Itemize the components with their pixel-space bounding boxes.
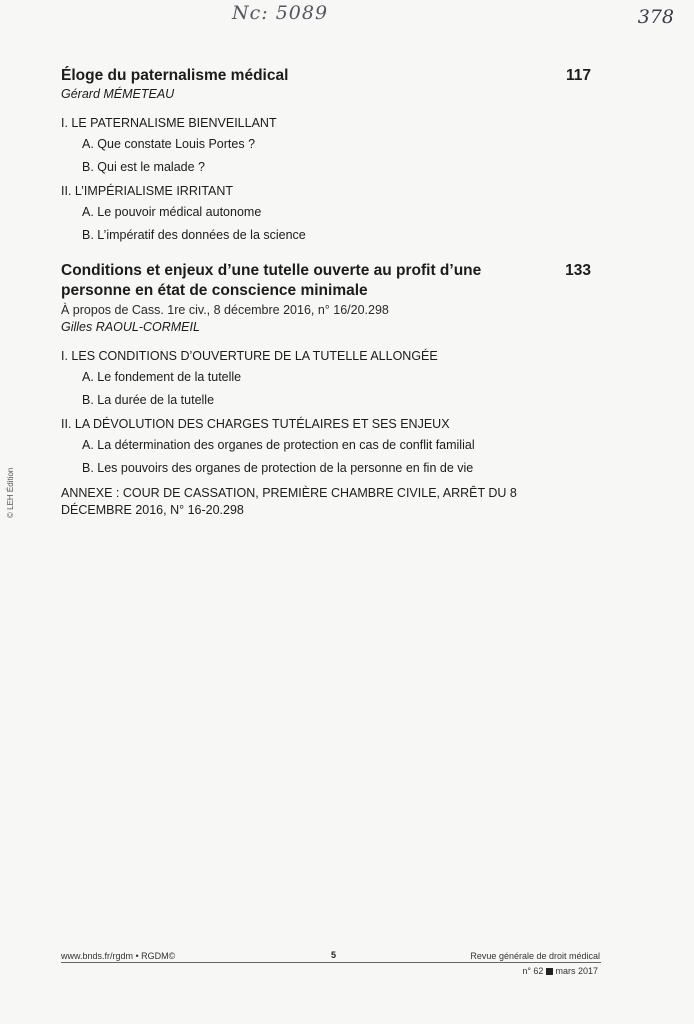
table-of-contents xyxy=(61,66,591,519)
subsection-item: A. Que constate Louis Portes ? xyxy=(82,137,256,151)
subsection-item: A. Le pouvoir médical autonome xyxy=(82,205,262,219)
article-title-row xyxy=(61,261,591,301)
article-author: Gilles RAOUL-CORMEIL xyxy=(61,320,200,334)
subsection-item: B. Les pouvoirs des organes de protection de la personne en fin de vie xyxy=(82,461,474,475)
outline-section xyxy=(61,183,591,244)
section-heading: II. LA DÉVOLUTION DES CHARGES TUTÉLAIRES ET SES ENJEUX xyxy=(61,417,450,431)
footer-issue-info xyxy=(522,966,598,976)
subsection-item: B. L’impératif des données de la science xyxy=(82,228,306,242)
article-author: Gérard MÉMETEAU xyxy=(61,87,175,101)
footer-journal-name: Revue générale de droit médical xyxy=(470,951,600,961)
subsection-item: A. Le fondement de la tutelle xyxy=(82,370,242,384)
article-outline xyxy=(61,115,591,244)
article-title[interactable]: Conditions et enjeux d’une tutelle ouverte au profit d’une personne en état de conscience minimale xyxy=(61,262,482,299)
footer-divider xyxy=(61,962,601,963)
handwritten-page-mark: 378 xyxy=(637,6,674,28)
subsection-item: B. Qui est le malade ? xyxy=(82,160,205,174)
subsection-list xyxy=(61,369,591,409)
footer-issue-number: n° 62 xyxy=(522,966,544,976)
article-outline xyxy=(61,348,591,519)
article-title-row xyxy=(61,66,591,86)
section-heading: I. LES CONDITIONS D’OUVERTURE DE LA TUTELLE ALLONGÉE xyxy=(61,349,438,363)
subsection-list xyxy=(61,437,591,477)
outline-section xyxy=(61,348,591,409)
handwritten-reference: Nc: 5089 xyxy=(232,2,329,24)
outline-section xyxy=(61,416,591,477)
article-entry xyxy=(61,66,591,244)
outline-section xyxy=(61,115,591,176)
subsection-list xyxy=(61,136,591,176)
copyright-side-label: © LEH Édition xyxy=(6,467,15,518)
article-entry xyxy=(61,261,591,519)
article-page-number: 117 xyxy=(565,67,591,84)
subsection-item: A. La détermination des organes de protection en cas de conflit familial xyxy=(82,438,475,452)
square-bullet-icon xyxy=(546,968,553,975)
section-heading: I. LE PATERNALISME BIENVEILLANT xyxy=(61,116,277,130)
article-subtitle: À propos de Cass. 1re civ., 8 décembre 2016, n° 16/20.298 xyxy=(61,303,389,317)
section-heading: II. L’IMPÉRIALISME IRRITANT xyxy=(61,184,234,198)
annex-heading: ANNEXE : COUR DE CASSATION, PREMIÈRE CHAMBRE CIVILE, ARRÊT DU 8 DÉCEMBRE 2016, N° 16-20.298 xyxy=(61,486,517,517)
footer-issue-date: mars 2017 xyxy=(555,966,598,976)
footer-page-number: 5 xyxy=(331,950,337,960)
article-title[interactable]: Éloge du paternalisme médical xyxy=(61,67,289,84)
article-page-number: 133 xyxy=(565,262,591,279)
footer-website-link[interactable]: www.bnds.fr/rgdm • RGDM© xyxy=(61,951,176,961)
subsection-item: B. La durée de la tutelle xyxy=(82,393,215,407)
subsection-list xyxy=(61,204,591,244)
